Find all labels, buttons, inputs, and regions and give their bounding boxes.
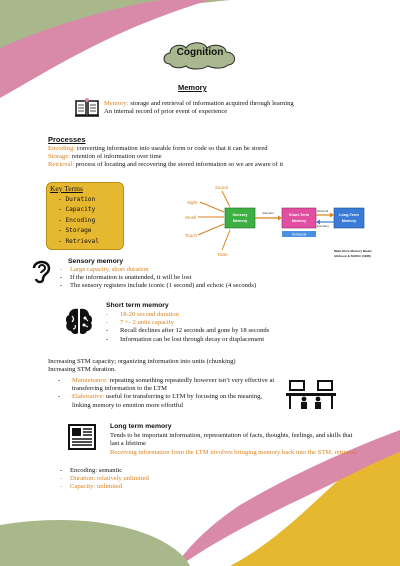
sensory-memory-box <box>225 208 255 228</box>
process-term: Encoding: <box>48 145 76 152</box>
newspaper-icon <box>68 424 96 450</box>
ltm-item: - Duration: relatively unlimited <box>60 475 260 483</box>
rehearsal-term: Maintenance: <box>72 377 108 384</box>
memory-definition-line2: An internal record of prior event of experience <box>104 108 228 116</box>
process-text: converting information into useable form or code so that it can be stored <box>75 145 268 152</box>
memory-term: Memory: <box>104 100 129 107</box>
stm-box <box>282 208 316 228</box>
process-item-storage <box>48 153 368 161</box>
key-term-item: - Storage <box>58 226 99 236</box>
bottom-sage-wave <box>0 520 190 566</box>
rehearsal-term: Elaborative: <box>72 393 105 401</box>
input-label: Touch <box>185 233 198 238</box>
ltm-highlight-paragraph: Receiving information from the LTM involves bringing memory back into the STM, retrieval <box>110 449 357 456</box>
stm-list <box>106 311 366 344</box>
sensory-memory-heading: Sensory memory <box>68 258 124 265</box>
sensory-item: - Large capacity, short duration <box>60 266 380 274</box>
stm-heading: Short term memory <box>106 302 169 309</box>
key-term-item: - Capacity <box>58 205 99 215</box>
stm-item: - 7 +- 2 units capacity <box>106 319 366 327</box>
attention-label: Attention <box>262 211 274 215</box>
process-term: Retrieval: <box>48 161 74 169</box>
key-terms-list <box>58 195 99 247</box>
processes-list <box>48 145 368 170</box>
svg-text:Memory: Memory <box>232 219 248 223</box>
input-label: Taste <box>217 252 228 257</box>
svg-text:Short-Term: Short-Term <box>288 213 310 217</box>
sensory-item: - If the information is unattended, it will be lost <box>60 274 380 282</box>
brain-icon <box>64 306 94 336</box>
memory-heading: Memory <box>178 83 207 92</box>
page-title: Cognition <box>176 47 224 58</box>
rehearsal-text: repeating something repeatedly however isn’t very effective at transferring information to the LTM <box>72 377 275 393</box>
svg-text:Long-Term: Long-Term <box>339 213 359 217</box>
process-text: retention of information over time <box>69 153 162 161</box>
people-at-desk-icon <box>286 378 336 410</box>
ear-icon <box>30 258 52 284</box>
sensory-memory-list <box>60 266 380 291</box>
processes-heading: Processes <box>48 135 86 144</box>
input-label: Smell <box>185 215 197 220</box>
key-term-item: - Duration <box>58 195 99 205</box>
increasing-stm-section <box>48 358 368 374</box>
ltm-heading: Long term memory <box>110 423 172 430</box>
memory-definition <box>104 100 364 116</box>
sensory-item: - The sensory registers include iconic (1 second) and echoic (4 seconds) <box>60 282 380 290</box>
stm-item: - 18-20 second duration <box>106 311 366 319</box>
diagram-caption-2: Atkinson & Shiffrin (1968) <box>334 254 371 258</box>
stm-item: - Recall declines after 12 seconds and gone by 18 seconds <box>106 327 366 335</box>
ltm-list <box>60 467 260 492</box>
ltm-item: - Capacity: unlimited <box>60 483 260 491</box>
increasing-line-2: Increasing STM duration. <box>48 366 116 374</box>
svg-text:Sensory: Sensory <box>232 213 248 217</box>
encoding-label: Encoding <box>317 224 329 228</box>
memory-definition-text: storage and retrieval of information acquired through learning <box>128 100 294 107</box>
key-terms-title: Key Terms <box>50 184 83 193</box>
rehearsal-types-list <box>58 377 276 410</box>
rehearsal-item-elaborative <box>58 393 276 409</box>
ltm-paragraph: Tends to be important information, representation of facts, thoughts, feelings, and skills that last a lifetime <box>110 432 353 448</box>
ltm-box <box>334 208 364 228</box>
ltm-item: - Encoding: semantic <box>60 467 260 475</box>
multi-store-model-diagram <box>170 182 372 260</box>
process-term: Storage: <box>48 153 70 161</box>
rehearsal-label: Rehearsal <box>291 232 307 237</box>
book-icon <box>74 97 100 119</box>
process-item-encoding <box>48 145 368 153</box>
svg-text:Memory: Memory <box>291 219 307 223</box>
process-item-retrieval <box>48 161 368 169</box>
process-text: process of locating and recovering the stored information so we are aware of it <box>74 161 284 169</box>
key-term-item: - Encoding <box>58 216 99 226</box>
retrieval-label: Retrieval <box>317 209 329 213</box>
increasing-line-1: Increasing STM capacity; organizing information into units (chunking) <box>48 358 236 365</box>
key-term-item: - Retrieval <box>58 237 99 247</box>
stm-item: - Information can be lost through decay or displacement <box>106 336 366 344</box>
rehearsal-text: useful for transferring to LTM by focusing on the meaning, linking memory to emotion more effortful <box>72 393 263 409</box>
input-label: Sound <box>215 185 229 190</box>
svg-text:Memory: Memory <box>341 219 357 223</box>
input-label: Sight <box>187 200 198 205</box>
diagram-caption-1: Multi-Store Memory Model <box>334 249 372 253</box>
rehearsal-item-maintenance <box>58 377 276 393</box>
